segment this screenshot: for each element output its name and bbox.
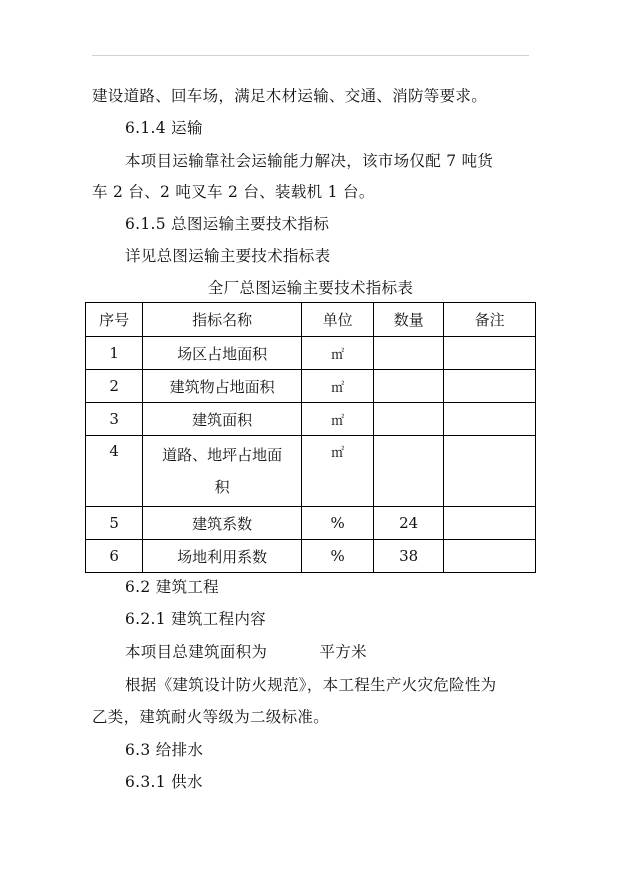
cell-no: 4 — [86, 436, 143, 507]
table-row — [86, 507, 536, 540]
table-row — [86, 337, 536, 370]
cell-qty — [374, 370, 444, 403]
cell-no: 3 — [86, 403, 143, 436]
table-row — [86, 403, 536, 436]
column-header: 备注 — [444, 303, 536, 337]
section-heading-6-1-4: 6.1.4 运输 — [125, 119, 203, 137]
cell-no: 1 — [86, 337, 143, 370]
table-row — [86, 540, 536, 573]
section-heading-6-2: 6.2 建筑工程 — [125, 578, 219, 596]
cell-unit: % — [302, 507, 374, 540]
cell-no: 2 — [86, 370, 143, 403]
column-header: 单位 — [302, 303, 374, 337]
cell-no: 6 — [86, 540, 143, 573]
table-caption: 全厂总图运输主要技术指标表 — [207, 279, 414, 297]
header-rule — [92, 55, 529, 56]
cell-note — [444, 370, 536, 403]
cell-note — [444, 436, 536, 507]
cell-note — [444, 337, 536, 370]
section-heading-6-2-1: 6.2.1 建筑工程内容 — [125, 610, 266, 628]
cell-unit: ㎡ — [302, 436, 374, 507]
cell-unit: ㎡ — [302, 337, 374, 370]
cell-name: 场地利用系数 — [143, 540, 302, 573]
cell-qty — [374, 337, 444, 370]
cell-unit: ㎡ — [302, 403, 374, 436]
cell-unit: ㎡ — [302, 370, 374, 403]
paragraph-text: 建设道路、回车场，满足木材运输、交通、消防等要求。 — [92, 87, 488, 105]
cell-note — [444, 403, 536, 436]
cell-unit: % — [302, 540, 374, 573]
cell-name: 场区占地面积 — [143, 337, 302, 370]
cell-name-line: 积 — [214, 478, 230, 496]
paragraph-text: 本项目总建筑面积为 平方米 — [125, 643, 367, 661]
cell-qty: 24 — [374, 507, 444, 540]
cell-qty: 38 — [374, 540, 444, 573]
cell-name: 建筑物占地面积 — [143, 370, 302, 403]
paragraph-text: 车 2 台、2 吨叉车 2 台、装载机 1 台。 — [92, 183, 375, 201]
cell-note — [444, 540, 536, 573]
cell-name — [143, 436, 302, 507]
paragraph-text: 乙类，建筑耐火等级为二级标准。 — [92, 708, 330, 726]
table-row — [86, 436, 536, 507]
paragraph-text: 根据《建筑设计防火规范》，本工程生产火灾危险性为 — [125, 676, 497, 694]
paragraph-text: 详见总图运输主要技术指标表 — [125, 247, 331, 265]
table-header-row — [86, 303, 536, 337]
cell-qty — [374, 403, 444, 436]
section-heading-6-3-1: 6.3.1 供水 — [125, 773, 203, 791]
section-heading-6-1-5: 6.1.5 总图运输主要技术指标 — [125, 215, 330, 233]
section-heading-6-3: 6.3 给排水 — [125, 741, 204, 759]
table-row — [86, 370, 536, 403]
cell-no: 5 — [86, 507, 143, 540]
cell-note — [444, 507, 536, 540]
cell-name: 建筑面积 — [143, 403, 302, 436]
column-header: 序号 — [86, 303, 143, 337]
column-header: 数量 — [374, 303, 444, 337]
indicator-table — [85, 302, 536, 573]
column-header: 指标名称 — [143, 303, 302, 337]
cell-qty — [374, 436, 444, 507]
paragraph-text: 本项目运输靠社会运输能力解决，该市场仅配 7 吨货 — [125, 152, 494, 170]
cell-name: 建筑系数 — [143, 507, 302, 540]
cell-name-line: 道路、地坪占地面 — [162, 446, 283, 464]
